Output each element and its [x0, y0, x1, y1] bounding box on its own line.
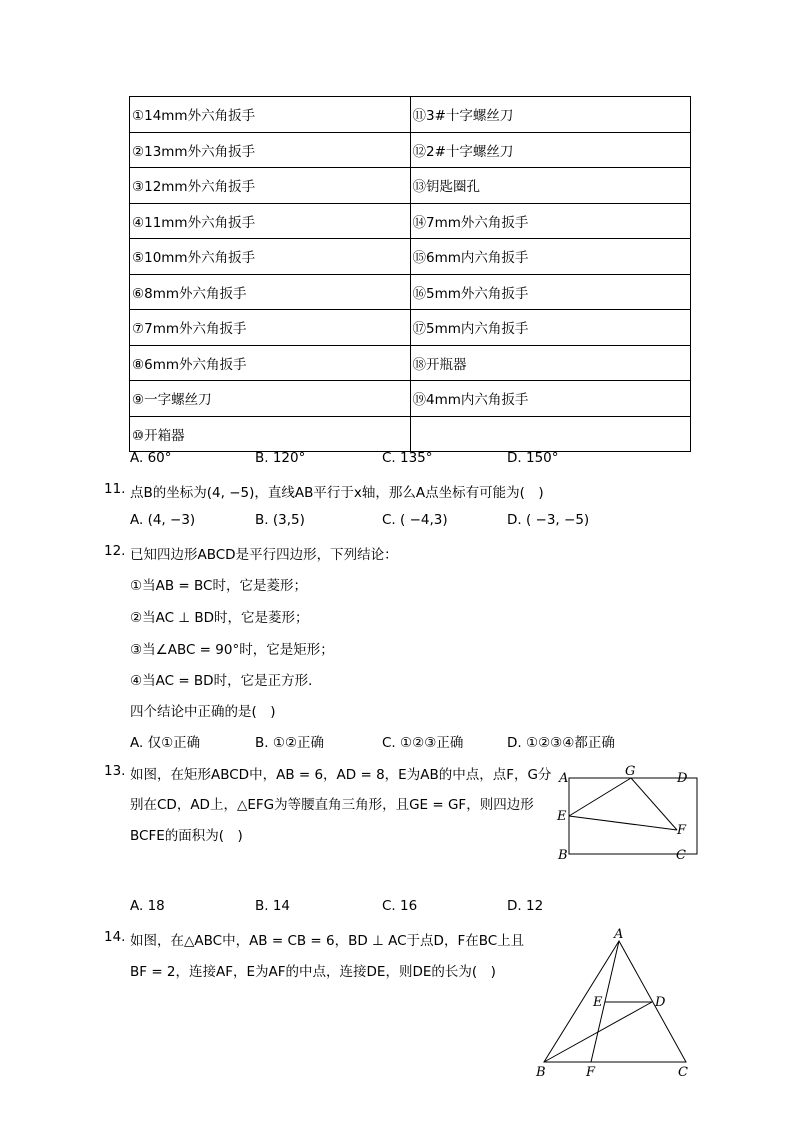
question-prompt: 四个结论中正确的是( )	[130, 704, 276, 720]
question-stem-line: BCFE的面积为( )	[130, 828, 243, 844]
table-cell: ⑧6mm外六角扳手	[130, 345, 411, 381]
table-cell: ⑫2#十字螺丝刀	[410, 132, 691, 168]
option-b[interactable]: B. (3,5)	[255, 512, 305, 528]
label-b: B	[536, 1065, 546, 1080]
statement-4: ④当AC = BD时，它是正方形．	[130, 673, 322, 689]
label-d: D	[677, 771, 688, 786]
table-cell: ⑮6mm内六角扳手	[410, 239, 691, 275]
option-b[interactable]: B. 120°	[255, 450, 306, 466]
question-stem: 点B的坐标为(4, −5)，直线AB平行于x轴，那么A点坐标有可能为( )	[130, 485, 544, 501]
question-stem-line: 如图，在矩形ABCD中，AB = 6，AD = 8，E为AB的中点，点F，G分	[130, 767, 552, 783]
option-a[interactable]: A. 仅①正确	[130, 735, 201, 751]
label-e: E	[557, 809, 567, 824]
table-row	[130, 381, 691, 417]
segment-gf	[631, 778, 677, 830]
question-number: 14.	[104, 929, 126, 945]
q13-options	[130, 898, 690, 918]
label-c: C	[678, 1065, 688, 1080]
statement-2: ②当AC ⊥ BD时，它是菱形；	[130, 610, 309, 626]
rectangle-figure	[550, 764, 700, 866]
option-c[interactable]: C. 16	[382, 898, 418, 914]
table-row	[130, 274, 691, 310]
option-a[interactable]: A. 60°	[130, 450, 172, 466]
option-d[interactable]: D. ( −3, −5)	[507, 512, 590, 528]
table-row	[130, 310, 691, 346]
option-c[interactable]: C. ( −4,3)	[382, 512, 448, 528]
table-row	[130, 416, 691, 452]
label-f: F	[586, 1065, 596, 1080]
option-d[interactable]: D. 12	[507, 898, 544, 914]
table-cell: ⑱开瓶器	[410, 345, 691, 381]
table-cell: ④11mm外六角扳手	[130, 203, 411, 239]
label-b: B	[558, 848, 568, 863]
table-cell: ⑨一字螺丝刀	[130, 381, 411, 417]
rectangle-abcd	[569, 778, 697, 854]
question-stem: 已知四边形ABCD是平行四边形，下列结论：	[130, 547, 398, 563]
question-stem-line: BF = 2，连接AF，E为AF的中点，连接DE，则DE的长为( )	[130, 964, 496, 980]
tool-table	[129, 96, 691, 452]
option-c[interactable]: C. 135°	[382, 450, 433, 466]
table-cell: ⑤10mm外六角扳手	[130, 239, 411, 275]
table-cell: ⑩开箱器	[130, 416, 411, 452]
q11-options	[130, 512, 690, 532]
table-row	[130, 132, 691, 168]
label-a: A	[559, 771, 569, 786]
triangle-figure	[530, 928, 700, 1082]
table-cell: ⑭7mm外六角扳手	[410, 203, 691, 239]
segment-bd	[544, 1002, 652, 1062]
table-cell: ⑦7mm外六角扳手	[130, 310, 411, 346]
segment-ef	[569, 816, 677, 830]
q10-options	[130, 450, 690, 470]
statement-3: ③当∠ABC = 90°时，它是矩形；	[130, 642, 334, 658]
segment-eg	[569, 778, 631, 816]
table-cell: ⑬钥匙圈孔	[410, 168, 691, 204]
label-d: D	[655, 995, 666, 1010]
table-cell: ⑯5mm外六角扳手	[410, 274, 691, 310]
option-d[interactable]: D. 150°	[507, 450, 559, 466]
option-b[interactable]: B. ①②正确	[255, 735, 325, 751]
table-cell: ⑥8mm外六角扳手	[130, 274, 411, 310]
q12-options	[130, 731, 690, 751]
table-row	[130, 345, 691, 381]
option-c[interactable]: C. ①②③正确	[382, 735, 464, 751]
question-number: 13.	[104, 763, 126, 779]
statement-1: ①当AB = BC时，它是菱形；	[130, 578, 307, 594]
label-f: F	[677, 823, 687, 838]
table-row	[130, 239, 691, 275]
question-number: 11.	[104, 481, 126, 497]
label-e: E	[593, 995, 603, 1010]
table-row	[130, 203, 691, 239]
label-g: G	[625, 764, 636, 779]
option-a[interactable]: A. 18	[130, 898, 165, 914]
question-number: 12.	[104, 543, 126, 559]
table-row	[130, 168, 691, 204]
table-cell	[410, 416, 691, 452]
table-cell: ⑲4mm内六角扳手	[410, 381, 691, 417]
table-row	[130, 97, 691, 133]
table-cell: ③12mm外六角扳手	[130, 168, 411, 204]
table-cell: ⑪3#十字螺丝刀	[410, 97, 691, 133]
question-stem-line: 别在CD，AD上，△EFG为等腰直角三角形，且GE = GF，则四边形	[130, 797, 534, 813]
option-a[interactable]: A. (4, −3)	[130, 512, 196, 528]
table-cell: ②13mm外六角扳手	[130, 132, 411, 168]
option-b[interactable]: B. 14	[255, 898, 291, 914]
label-c: C	[676, 848, 686, 863]
table-cell: ⑰5mm内六角扳手	[410, 310, 691, 346]
label-a: A	[614, 928, 624, 942]
table-cell: ①14mm外六角扳手	[130, 97, 411, 133]
question-stem-line: 如图，在△ABC中，AB = CB = 6，BD ⊥ AC于点D，F在BC上且	[130, 933, 525, 949]
option-d[interactable]: D. ①②③④都正确	[507, 735, 615, 751]
